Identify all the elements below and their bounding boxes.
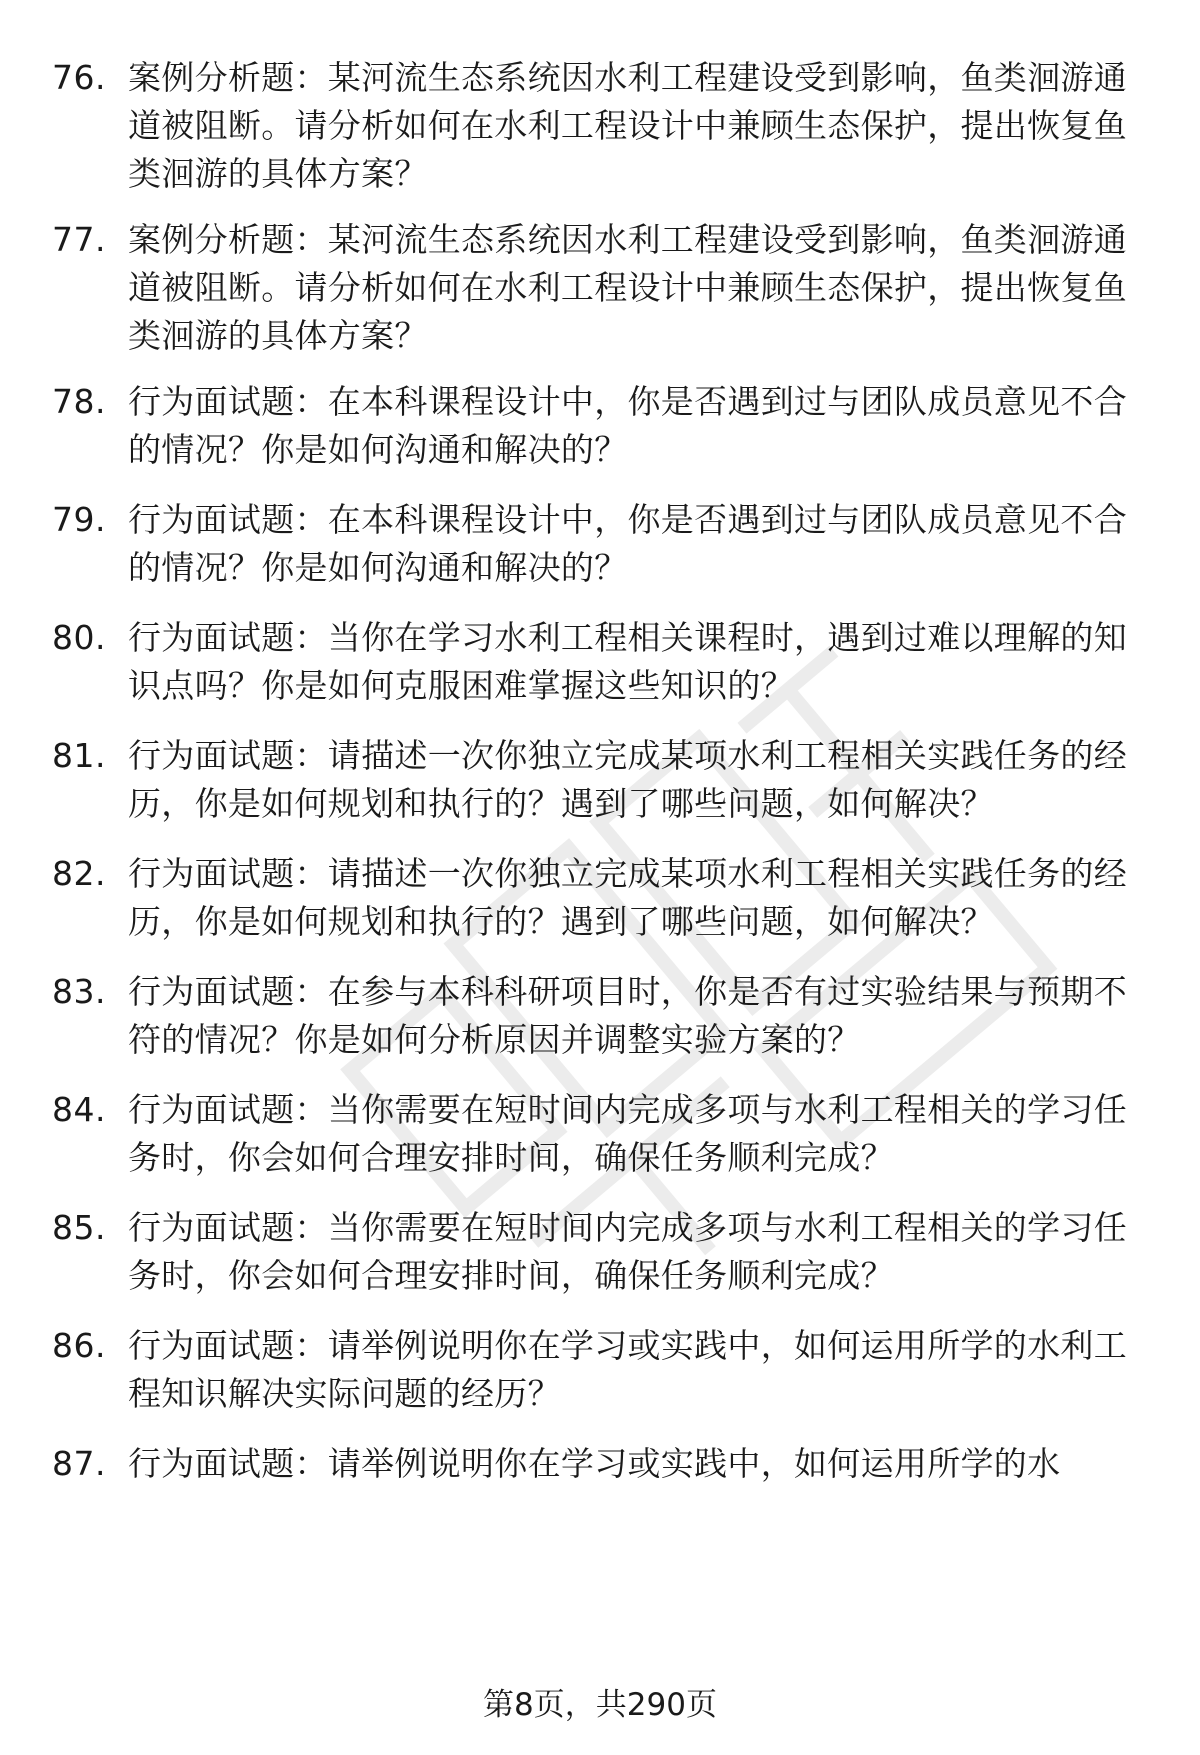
question-number: 87. [52, 1444, 106, 1483]
question-number: 84. [52, 1090, 106, 1129]
question-text: 行为面试题：当你需要在短时间内完成多项与水利工程相关的学习任务时，你会如何合理安排时间，确保任务顺利完成？ [128, 1090, 1127, 1177]
question-text: 案例分析题：某河流生态系统因水利工程建设受到影响，鱼类洄游通道被阻断。请分析如何在水利工程设计中兼顾生态保护，提出恢复鱼类洄游的具体方案？ [128, 220, 1127, 355]
question-number: 83. [52, 972, 106, 1011]
question-text: 案例分析题：某河流生态系统因水利工程建设受到影响，鱼类洄游通道被阻断。请分析如何在水利工程设计中兼顾生态保护，提出恢复鱼类洄游的具体方案？ [128, 58, 1127, 193]
question-number: 76. [52, 58, 106, 97]
question-number: 77. [52, 220, 106, 259]
question-text: 行为面试题：在参与本科科研项目时，你是否有过实验结果与预期不符的情况？你是如何分析原因并调整实验方案的？ [128, 972, 1127, 1059]
question-number: 82. [52, 854, 106, 893]
question-number: 78. [52, 382, 106, 421]
question-text: 行为面试题：当你需要在短时间内完成多项与水利工程相关的学习任务时，你会如何合理安排时间，确保任务顺利完成？ [128, 1208, 1127, 1295]
question-number: 86. [52, 1326, 106, 1365]
question-text: 行为面试题：请举例说明你在学习或实践中，如何运用所学的水 [128, 1444, 1061, 1483]
question-number: 85. [52, 1208, 106, 1247]
question-text: 行为面试题：在本科课程设计中，你是否遇到过与团队成员意见不合的情况？你是如何沟通和解决的？ [128, 382, 1127, 469]
question-text: 行为面试题：当你在学习水利工程相关课程时，遇到过难以理解的知识点吗？你是如何克服困难掌握这些知识的？ [128, 618, 1127, 705]
question-number: 81. [52, 736, 106, 775]
question-number: 80. [52, 618, 106, 657]
question-text: 行为面试题：请举例说明你在学习或实践中，如何运用所学的水利工程知识解决实际问题的经历？ [128, 1326, 1127, 1413]
question-number: 79. [52, 500, 106, 539]
question-text: 行为面试题：请描述一次你独立完成某项水利工程相关实践任务的经历，你是如何规划和执行的？遇到了哪些问题，如何解决？ [128, 854, 1127, 941]
question-text: 行为面试题：请描述一次你独立完成某项水利工程相关实践任务的经历，你是如何规划和执行的？遇到了哪些问题，如何解决？ [128, 736, 1127, 823]
question-text: 行为面试题：在本科课程设计中，你是否遇到过与团队成员意见不合的情况？你是如何沟通和解决的？ [128, 500, 1127, 587]
page-number-footer: 第8页，共290页 [483, 1687, 717, 1723]
